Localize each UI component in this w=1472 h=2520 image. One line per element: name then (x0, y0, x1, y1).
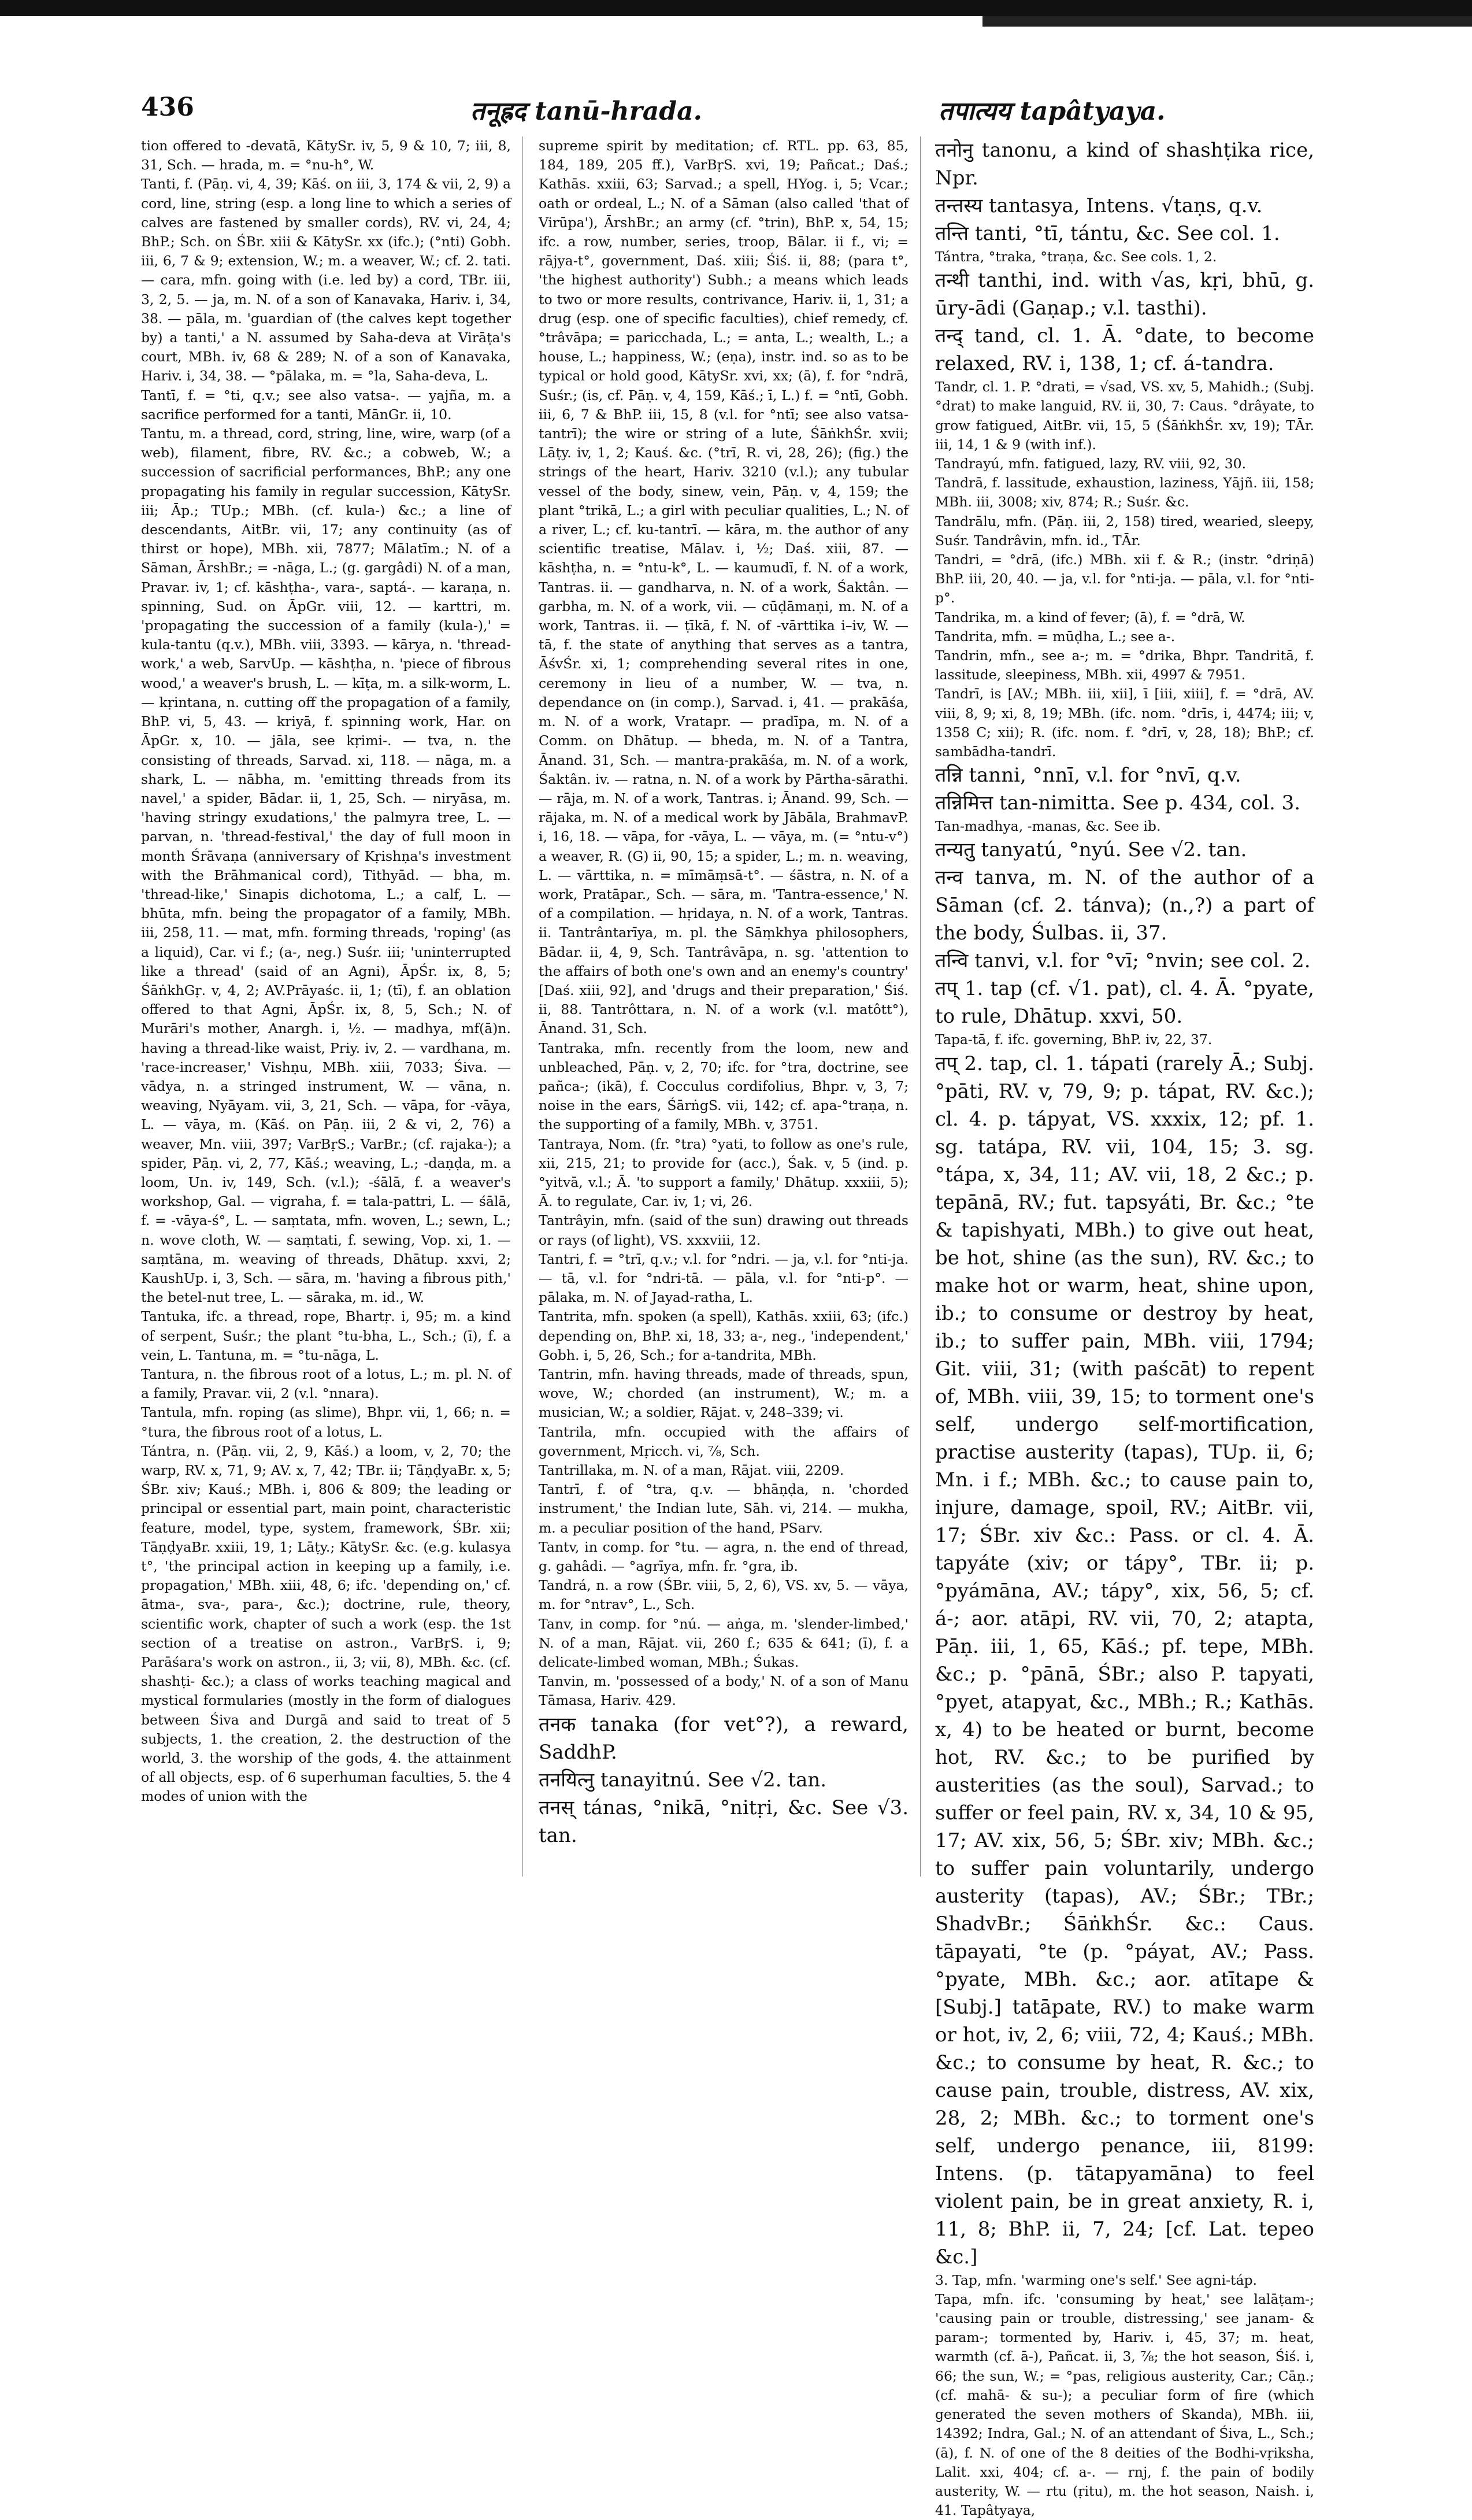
dictionary-entry: supreme spirit by meditation; cf. RTL. pp. 63, 85, 184, 189, 205 ff.), VarBṛS. xvi, 19; Pañcat.; Daś.; Kathās. xxiii, 63; Sarvad.; a spell, HYog. i, 5; Vcar.; oath or ordeal, L.; N. of a Sāman (also called 'that of Virūpa'), ĀrshBr.; an army (cf. °trin), BhP. x, 54, 15; ifc. a row, number, series, troop, Bālar. ii f., vi; = rājya-t°, government, Daś. xiii; Śiś. ii, 88; (para t°, 'the highest authority') Subh.; a means which leads to two or more results, contrivance, Hariv. ii, 1, 31; a drug (esp. one of specific faculties), chief remedy, cf. °trâvāpa; = paricchada, L.; = anta, L.; wealth, L.; a house, L.; happiness, W.; (eṇa), instr. ind. so as to be typical or hold good, KātySr. xvi, xx; (ā), f. for °ndrā, Suśr.; (is, cf. Pāṇ. v, 4, 159, Kāś.; ī, L.) f. = °ntī, Gobh. iii, 6, 7 & BhP. iii, 15, 8 (v.l. for °ntī; see also vatsa-tantrī); the wire or string of a lute, ŚāṅkhŚr. xvii; Lāṭy. iv, 1, 2; Kauś. &c. (°trī, R. vi, 28, 26); (fig.) the strings of the heart, Hariv. 3210 (v.l.); any tubular vessel of the body, sinew, vein, Pāṇ. v, 4, 159; the plant °trikā, L.; a girl with peculiar qualities, L.; N. of a river, L.; cf. ku-tantrī. — kāra, m. the author of any scientific treatise, Mālav. i, ½; Daś. xiii, 87. — kāshṭha, n. = °ntu-k°, L. — kaumudī, f. N. of a work, Tantras. ii. — gandharva, n. N. of a work, Śaktân. — garbha, m. N. of a work, vii. — cūḍāmaṇi, m. N. of a work, Tantras. ii. — ṭīkā, f. N. of -vārttika i–iv, W. — tā, f. the state of anything that serves as a tantra, ĀśvŚr. xi, 1; comprehending several rites in one, ceremony in lieu of a number, W. — tva, n. dependance on (in comp.), Sarvad. i, 41. — prakāśa, m. N. of a work, Vratapr. — pradīpa, m. N. of a Comm. on Dhātup. — bheda, m. N. of a Tantra, Ānand. 31, Sch. — mantra-prakāśa, m. N. of a work, Śaktân. iv. — ratna, n. N. of a work by Pārtha-sārathi. — rāja, m. N. of a work, Tantras. i; Ānand. 99, Sch. — rājaka, m. N. of a medical work by Jābāla, BrahmavP. i, 16, 18. — vāpa, for -vāya, L. — vāya, m. (= °ntu-v°) a weaver, R. (G) ii, 90, 15; a spider, L.; m. n. weaving, L. — vārttika, n. = mīmāṃsā-t°. — śāstra, n. N. of a work, Pratāpar., Sch. — sāra, m. 'Tantra-essence,' N. of a compilation. — hṛidaya, n. N. of a work, Tantras. ii. Tantrântarīya, m. pl. the Sāṃkhya philosophers, Bādar. ii, 4, 9, Sch. Tantrâvāpa, n. sg. 'attention to the affairs of both one's own and an enemy's country' [Daś. xiii, 92], and 'drugs and their preparation,' Śiś. ii, 88. Tantrôttara, n. N. of a work (v.l. matôtt°), Ānand. 31, Sch. (539, 138, 909, 1037)
right-running-headword: तपात्यय tapâtyaya. (939, 97, 1166, 126)
dictionary-entry: तनस् tánas, °nikā, °nitṛi, &c. See √3. tan. (539, 1796, 909, 1847)
dictionary-entry: Tandrika, m. a kind of fever; (ā), f. = °drā, W. (935, 609, 1245, 626)
dictionary-entry: Tantuka, ifc. a thread, rope, Bhartṛ. i, 95; m. a kind of serpent, Suśr.; the plant °tu-bha, L., Sch.; (ī), f. a vein, L. Tantuna, m. = °tu-nāga, L. (141, 1308, 511, 1363)
dictionary-entry: Tántra, °traka, °traṇa, &c. See cols. 1, 2. (935, 249, 1217, 265)
dictionary-entry: तन्वि tanvi, v.l. for °vī; °nvin; see col. 2. (935, 949, 1311, 973)
dictionary-entry: Tantula, mfn. roping (as slime), Bhpr. vii, 1, 66; n. = °tura, the fibrous root of a lotus, L. (141, 1404, 511, 1440)
column-1 (141, 136, 511, 1877)
dictionary-entry: तन्तस्य tantasya, Intens. √taṇs, q.v. (935, 194, 1263, 217)
page-header (141, 92, 1332, 133)
dictionary-entry: Tantu, m. a thread, cord, string, line, wire, warp (of a web), filament, fibre, RV. &c.; a cobweb, W.; a succession of sacrificial performances, BhP.; any one propagating his family in regular succession, KātySr. iii; Āp.; TUp.; MBh. (cf. kula-) &c.; a line of descendants, AitBr. vii, 17; any continuity (as of thirst or hope), MBh. xii, 7877; Mālatīm.; N. of a Sāman, ĀrshBr.; = -nāga, L.; (g. gargâdi) N. of a man, Pravar. iv, 1; cf. kāshṭha-, vara-, saptá-. — karaṇa, n. spinning, Sud. on ĀpGr. viii, 12. — karttri, m. 'propagating the succession of a family (kula-),' = kula-tantu (q.v.), MBh. viii, 3393. — kārya, n. 'thread-work,' a web, SarvUp. — kāshṭha, n. 'piece of fibrous wood,' a weaver's brush, L. — kīṭa, m. a silk-worm, L. — kṛintana, n. cutting off the propagation of a family, BhP. vi, 5, 43. — kriyā, f. spinning work, Har. on ĀpGr. x, 10. — jāla, see kṛimi-. — tva, n. the consisting of threads, Sarvad. xi, 118. — nāga, m. a shark, L. — nābha, m. 'emitting threads from its navel,' a spider, Bādar. ii, 1, 25, Sch. — niryāsa, m. 'having stringy exudations,' the palmyra tree, L. — parvan, n. 'thread-festival,' the day of full moon in month Śrāvaṇa (anniversary of Kṛishṇa's investment with the Brāhmanical cord), Tithyād. — bha, m. 'thread-like,' Sinapis dichotoma, L.; a calf, L. — bhūta, mfn. being the propagator of a family, MBh. iii, 258, 11. — mat, mfn. forming threads, 'roping' (as a liquid), Car. vi f.; (a-, neg.) Suśr. iii; 'uninterrupted like a thread' (said of an Agni), ĀpŚr. ix, 8, 5; ŚāṅkhGṛ. v, 4, 2; AV.Prāyaśc. ii, 1; (tī), f. an oblation offered to that Agni, ĀpŚr. ix, 8, 5, Sch.; N. of Murāri's mother, Anargh. i, ½. — madhya, mf(ā)n. having a thread-like waist, Priy. iv, 2. — vardhana, m. 'race-increaser,' Vishṇu, MBh. xiii, 7033; Śiva. — vādya, n. a stringed instrument, W. — vāna, n. weaving, Nyāyam. vii, 3, 21, Sch. — vāpa, for -vāya, L. — vāya, m. (Kāś. on Pāṇ. iii, 2 & vi, 2, 76) a weaver, Mn. viii, 397; VarBṛS.; VarBr.; (cf. rajaka-); a spider, Pāṇ. vi, 2, 77, Kāś.; weaving, L.; -daṇḍa, m. a loom, Un. iv, 149, Sch. (v.l.); -śālā, f. a weaver's workshop, Gal. — vigraha, f. = tala-pattri, L. — śālā, f. = -vāya-ś°, L. — saṃtata, mfn. woven, L.; sewn, L.; n. wove cloth, W. — saṃtati, f. sewing, Vop. xi, 1. — saṃtāna, m. weaving of threads, Dhātup. xxvi, 2; KaushUp. i, 3, Sch. — sāra, m. 'having a fibrous pith,' the betel-nut tree, L. — sāraka, m. id., W. (141, 425, 511, 1306)
dictionary-entry: तन्थी tanthi, ind. with √as, kṛi, bhū, g. ūry-ādi (Gaṇap.; v.l. tasthi). (935, 269, 1314, 320)
dictionary-entry: तन्ति tanti, °tī, tántu, &c. See col. 1. (935, 222, 1280, 245)
dictionary-entry: Tan-madhya, -manas, &c. See ib. (935, 818, 1161, 835)
dictionary-entry: Tandrin, mfn., see a-; m. = °drika, Bhpr. Tandritā, f. lassitude, sleepiness, MBh. xii, 4997 & 7951. (935, 647, 1314, 683)
dictionary-entry: तनक tanaka (for vet°?), a reward, SaddhP. (539, 1712, 909, 1764)
dictionary-entry: तन्निमित्त tan-nimitta. See p. 434, col. 3. (935, 791, 1301, 815)
dictionary-entry: Tantrila, mfn. occupied with the affairs of government, Mṛicch. vi, ⅞, Sch. (539, 1423, 909, 1459)
dictionary-entry: Tantri, f. = °trī, q.v.; v.l. for °ndri. — ja, v.l. for °nti-ja. — tā, v.l. for °ndri-tā. — pāla, v.l. for °nti-p°. — pālaka, m. N. of Jayad-ratha, L. (539, 1250, 909, 1306)
column-rule-1 (522, 136, 523, 1877)
scan-edge-top-right (982, 16, 1472, 27)
column-3 (935, 136, 1314, 2519)
dictionary-entry: Tantv, in comp. for °tu. — agra, n. the end of thread, g. gahâdi. — °agrīya, mfn. fr. °gra, ib. (539, 1538, 909, 1575)
dictionary-entry: Tántra, n. (Pāṇ. vii, 2, 9, Kāś.) a loom, v, 2, 70; the warp, RV. x, 71, 9; AV. x, 7, 42; TBr. ii; TāṇḍyaBr. x, 5; ŚBr. xiv; Kauś.; MBh. i, 806 & 809; the leading or principal or essential part, main point, characteristic feature, model, type, system, framework, ŚBr. xii; TāṇḍyaBr. xxiii, 19, 1; Lāṭy.; KātySr. &c. (e.g. kulasya t°, 'the principal action in keeping up a family, i.e. propagation,' MBh. xiii, 48, 6; ifc. 'depending on,' cf. ātma-, sva-, para-, &c.); doctrine, rule, theory, scientific work, chapter of such a work (esp. the 1st section of a treatise on astron., VarBṛS. i, 9; Parāśara's work on astron., ii, 3; vii, 8), MBh. &c. (cf. shashṭi- &c.); a class of works teaching magical and mystical formularies (mostly in the form of dialogues between Śiva and Durgā and said to treat of 5 subjects, 1. the creation, 2. the destruction of the world, 3. the worship of the gods, 4. the attainment of all objects, esp. of 6 superhuman faculties, 5. the 4 modes of union with the (141, 1442, 511, 1805)
dictionary-entry: Tanti, f. (Pāṇ. vi, 4, 39; Kāś. on iii, 3, 174 & vii, 2, 9) a cord, line, string (esp. a long line to which a series of calves are fastened by smaller cords), RV. vi, 24, 4; BhP.; Sch. on ŚBr. xiii & KātySr. xx (ifc.); (°nti) Gobh. iii, 6, 7 & 9; extension, W.; m. a weaver, W.; cf. 2. tati. — cara, mfn. going with (i.e. led by) a cord, TBr. iii, 3, 2, 5. — ja, m. N. of a son of Kanavaka, Hariv. i, 34, 38. — pāla, m. 'guardian of (the calves kept together by) a tanti,' a N. assumed by Saha-deva at Virāṭa's court, MBh. iv, 68 & 289; N. of a son of Kanavaka, Hariv. i, 34, 38. — °pālaka, m. = °la, Saha-deva, L. (141, 176, 511, 384)
dictionary-entry: Tandr, cl. 1. P. °drati, = √sad, VS. xv, 5, Mahidh.; (Subj. °drat) to make languid, RV. ii, 30, 7: Caus. °drâyate, to grow fatigued, AitBr. vii, 15, 5 (ŚāṅkhŚr. xv, 19); TĀr. iii, 14, 1 & 9 (with inf.). (935, 379, 1314, 453)
dictionary-entry: Tanv, in comp. for °nú. — aṅga, m. 'slender-limbed,' N. of a man, Rājat. vii, 260 f.; 635 & 641; (ī), f. a delicate-limbed woman, MBh.; Śukas. (539, 1615, 909, 1671)
column-2 (539, 136, 909, 1877)
dictionary-entry: तन्द् tand, cl. 1. Ā. °date, to become relaxed, RV. i, 138, 1; cf. á-tandra. (935, 324, 1314, 376)
dictionary-entry: Tantrâyin, mfn. (said of the sun) drawing out threads or rays (of light), VS. xxxviii, 12. (539, 1212, 909, 1248)
dictionary-entry: Tantura, n. the fibrous root of a lotus, L.; m. pl. N. of a family, Pravar. vii, 2 (v.l. °nnara). (141, 1366, 511, 1402)
dictionary-entry: Tandri, = °drā, (ifc.) MBh. xii f. & R.; (instr. °driṇā) BhP. iii, 20, 40. — ja, v.l. for °nti-ja. — pāla, v.l. for °nti-p°. (935, 552, 1314, 606)
scan-edge-top (0, 0, 1472, 16)
dictionary-entry: Tantrillaka, m. N. of a man, Rājat. viii, 2209. (539, 1462, 844, 1479)
dictionary-entry: Tapa, mfn. ifc. 'consuming by heat,' see lalāṭam-; 'causing pain or trouble, distressing,' see janam- & param-; tormented by, Hariv. i, 45, 37; m. heat, warmth (cf. ā-), Pañcat. ii, 3, ⅞; the hot season, Śiś. i, 66; the sun, W.; = °pas, religious austerity, Car.; Cāṇ.; (cf. mahā- & su-); a peculiar form of fire (which generated the seven mothers of Skanda), MBh. iii, 14392; Indra, Gal.; N. of an attendant of Śiva, L., Sch.; (ā), f. N. of one of the 8 deities of the Bodhi-vṛiksha, Lalit. xxi, 404; cf. a-. — rnj, f. the pain of bodily austerity, W. — rtu (ṛitu), m. the hot season, Naish. i, 41. Tapâtyaya, (935, 2290, 1314, 2519)
dictionary-entry: Tantraya, Nom. (fr. °tra) °yati, to follow as one's rule, xii, 215, 21; to provide for (acc.), Śak. v, 5 (ind. p. °yitvā, v.l.; Ā. 'to support a family,' Dhātup. xxxiii, 5); Ā. to regulate, Car. iv, 1; vi, 26. (539, 1135, 909, 1210)
dictionary-entry: Tantrin, mfn. having threads, made of threads, spun, wove, W.; chorded (an instrument), W.; m. a musician, W.; a soldier, Rājat. v, 248–339; vi. (539, 1366, 909, 1421)
dictionary-entry: तप् 2. tap, cl. 1. tápati (rarely Ā.; Subj. °pāti, RV. v, 79, 9; p. tápat, RV. &c.); cl. 4. p. tápyat, VS. xxxix, 12; pf. 1. sg. tatápa, RV. vii, 104, 15; 3. sg. °tápa, x, 34, 11; AV. vii, 18, 2 &c.; p. tepānā, RV.; fut. tapsyáti, Br. &c.; °te & tapishyati, MBh.) to give out heat, be hot, shine (as the sun), RV. &c.; to make hot or warm, heat, shine upon, ib.; to consume or destroy by heat, ib.; to suffer pain, MBh. viii, 1794; Git. viii, 31; (with paścāt) to repent of, MBh. viii, 39, 15; to torment one's self, undergo self-mortification, practise austerity (tapas), TUp. ii, 6; Mn. i f.; MBh. &c.; to cause pain to, injure, damage, spoil, RV.; AitBr. vii, 17; ŚBr. xiv &c.: Pass. or cl. 4. Ā. tapyáte (xiv; or tápy°, TBr. ii; p. °pyámāna, AV.; tápy°, xix, 56, 5; cf. á-; aor. atāpi, RV. vii, 70, 2; atapta, Pāṇ. iii, 1, 65, Kāś.; pf. tepe, MBh. &c.; p. °pānā, ŚBr.; also P. tapyati, °pyet, atapyat, &c., MBh.; R.; Kathās. x, 4) to be heated or burnt, become hot, RV. &c.; to be purified by austerities (as the soul), Sarvad.; to suffer or feel pain, RV. x, 34, 10 & 95, 17; AV. xix, 56, 5; ŚBr. xiv; MBh. &c.; to suffer pain voluntarily, undergo austerity (tapas), AV.; ŚBr.; TBr.; ShadvBr.; ŚāṅkhŚr. &c.: Caus. tāpayati, °te (p. °páyat, AV.; Pass. °pyate, MBh. &c.; aor. atītape & [Subj.] tatāpate, RV.) to make warm or hot, iv, 2, 6; viii, 72, 4; Kauś.; MBh. &c.; to consume by heat, R. &c.; to cause pain, trouble, distress, AV. xix, 28, 2; MBh. &c.; to torment one's self, undergo penance, iii, 8199: Intens. (p. tātapyamāna) to feel violent pain, be in great anxiety, R. i, 11, 8; BhP. ii, 7, 24; [cf. Lat. tepeo &c.] (935, 1052, 1314, 2269)
dictionary-entry: Tandrita, mfn. = mūḍha, L.; see a-. (935, 628, 1176, 645)
dictionary-entry: Tandrī, is [AV.; MBh. iii, xii], ī [iii, xiii], f. = °drā, AV. viii, 8, 9; xi, 8, 19; MBh. (ifc. nom. °drīs, i, 4474; iii; v, 1358 C; xii); R. (ifc. nom. f. °drī, v, 28, 18); BhP.; cf. sambādha-tandrī. (935, 686, 1314, 760)
column-rule-2 (920, 136, 921, 1877)
dictionary-entry: तन्यतु tanyatú, °nyú. See √2. tan. (935, 838, 1247, 862)
dictionary-entry: Tandrayú, mfn. fatigued, lazy, RV. viii, 92, 30. (935, 456, 1247, 472)
dictionary-entry: तन्नि tanni, °nnī, v.l. for °nvī, q.v. (935, 764, 1241, 787)
dictionary-entry: 3. Tap, mfn. 'warming one's self.' See agni-táp. (935, 2271, 1257, 2288)
dictionary-entry: Tantrita, mfn. spoken (a spell), Kathās. xxiii, 63; (ifc.) depending on, BhP. xi, 18, 33; a-, neg., 'independent,' Gobh. i, 5, 26, Sch.; for a-tandrita, MBh. (539, 1308, 909, 1363)
dictionary-entry: तनयित्नु tanayitnú. See √2. tan. (539, 1768, 827, 1792)
left-running-headword: तनूह्रद tanū-hrada. (470, 97, 702, 126)
dictionary-entry: tion offered to -devatā, KātySr. iv, 5, 9 & 10, 7; iii, 8, 31, Sch. — hrada, m. = °nu-h°, W. (141, 138, 511, 173)
dictionary-entry: तप् 1. tap (cf. √1. pat), cl. 4. Ā. °pyate, to rule, Dhātup. xxvi, 50. (935, 977, 1314, 1028)
dictionary-entry: Tandrā, f. lassitude, exhaustion, laziness, Yājñ. iii, 158; MBh. iii, 3008; xiv, 874; R.; Suśr. &c. (935, 475, 1314, 510)
dictionary-entry: Tandrālu, mfn. (Pāṇ. iii, 2, 158) tired, wearied, sleepy, Suśr. Tandrâvin, mfn. id., TĀr. (935, 513, 1314, 549)
dictionary-entry: Tanvin, m. 'possessed of a body,' N. of a son of Manu Tāmasa, Hariv. 429. (539, 1673, 909, 1709)
page-number: 436 (141, 92, 194, 122)
dictionary-entry: Tandrá, n. a row (ŚBr. viii, 5, 2, 6), VS. xv, 5. — vāya, m. for °ntrav°, L., Sch. (539, 1577, 909, 1613)
dictionary-entry: Tantī, f. = °ti, q.v.; see also vatsa-. — yajña, m. a sacrifice performed for a tanti, MānGr. ii, 10. (141, 387, 511, 423)
dictionary-entry: Tapa-tā, f. ifc. governing, BhP. iv, 22, 37. (935, 1031, 1213, 1048)
dictionary-entry: Tantraka, mfn. recently from the loom, new and unbleached, Pāṇ. v, 2, 70; ifc. for °tra, doctrine, see pañca-; (ikā), f. Cocculus cordifolius, Bhpr. v, 3, 7; noise in the ears, ŚārṅgS. vii, 142; cf. apa-°traṇa, n. the supporting of a family, MBh. v, 3751. (539, 1039, 909, 1133)
dictionary-entry: तनोनु tanonu, a kind of shashṭika rice, Npr. (935, 139, 1314, 190)
dictionary-entry: तन्व tanva, m. N. of the author of a Sāman (cf. 2. tánva); (n.,?) a part of the body, Śulbas. ii, 37. (935, 866, 1314, 945)
dictionary-entry: Tantrī, f. of °tra, q.v. — bhāṇḍa, n. 'chorded instrument,' the Indian lute, Sāh. vi, 214. — mukha, m. a peculiar position of the hand, PSarv. (539, 1481, 909, 1536)
